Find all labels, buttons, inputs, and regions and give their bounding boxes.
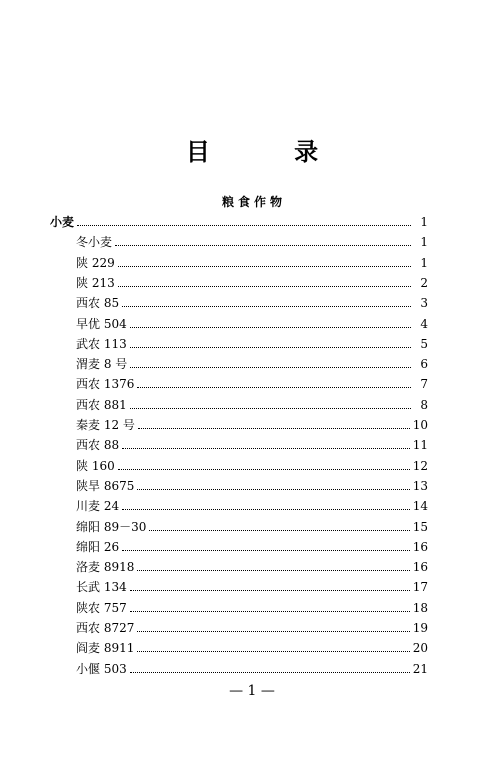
toc-entry-page: 12	[412, 458, 428, 473]
toc-entry	[76, 395, 428, 415]
dot-leader	[122, 295, 411, 307]
dot-leader	[122, 437, 410, 449]
toc-entry	[76, 557, 428, 577]
toc-entry-page: 4	[420, 316, 428, 331]
toc-entry-page: 1	[420, 215, 428, 229]
dot-leader	[137, 640, 409, 652]
toc-entry-page: 10	[412, 418, 428, 432]
toc-entry-label: 西农 881	[76, 397, 127, 412]
dot-leader	[149, 519, 409, 531]
dot-leader	[130, 356, 411, 368]
dot-leader	[130, 661, 410, 673]
toc-entry	[76, 354, 428, 374]
toc-entry	[76, 273, 428, 293]
dot-leader	[115, 234, 411, 246]
toc-entry-label: 西农 1376	[76, 377, 135, 392]
page-title: 目 录	[185, 137, 357, 166]
toc-entry-page: 21	[412, 661, 428, 676]
dot-leader	[122, 539, 410, 551]
toc-entry-page: 17	[412, 580, 428, 595]
toc-entry-label: 武农 113	[76, 336, 127, 351]
dot-leader	[138, 417, 410, 429]
toc-entry	[76, 618, 428, 638]
toc-entry-label: 陕 213	[76, 275, 115, 290]
toc-entry-page: 2	[420, 275, 428, 290]
toc-entry-label: 绵阳 89－30	[76, 519, 147, 534]
toc-entry	[76, 415, 428, 435]
page-number: — 1 —	[229, 683, 275, 699]
dot-leader	[118, 275, 411, 287]
section-heading: 粮食作物	[221, 195, 286, 209]
toc-entry-label: 陕旱 8675	[76, 478, 135, 493]
toc-entry-page: 8	[420, 397, 428, 412]
toc-entry-page: 20	[412, 641, 428, 656]
dot-leader	[118, 255, 411, 267]
toc-entry	[76, 435, 428, 455]
toc-entry	[76, 456, 428, 476]
dot-leader	[130, 579, 410, 591]
toc-entry-page: 1	[420, 235, 428, 250]
toc-entry-page: 11	[412, 438, 428, 453]
toc-entry-label: 陕农 757	[76, 600, 127, 615]
toc-entry	[76, 537, 428, 557]
toc-entry-page: 15	[412, 519, 428, 534]
toc-entry-label: 冬小麦	[76, 235, 113, 250]
toc-entry-label: 川麦 24	[76, 499, 120, 514]
dot-leader	[118, 458, 410, 470]
toc-entry-label: 小麦	[50, 215, 75, 229]
dot-leader	[137, 620, 409, 632]
toc-entry-page: 6	[420, 357, 428, 372]
toc-entry	[76, 314, 428, 334]
toc-entry-page: 1	[420, 255, 428, 270]
toc-entry	[76, 476, 428, 496]
toc-entry-label: 早优 504	[76, 316, 127, 331]
dot-leader	[130, 316, 411, 328]
toc-entry-page: 19	[412, 621, 428, 635]
toc-entry-page: 13	[412, 478, 428, 493]
dot-leader	[130, 336, 411, 348]
toc-entry	[76, 374, 428, 394]
toc-entry	[76, 334, 428, 354]
toc-entry-label: 西农 8727	[76, 621, 135, 635]
toc-entry	[76, 293, 428, 313]
dot-leader	[130, 397, 411, 409]
toc-entry-label: 绵阳 26	[76, 539, 120, 554]
toc-entry	[76, 232, 428, 252]
toc-entry	[76, 517, 428, 537]
toc-entry-page: 3	[420, 296, 428, 311]
toc-entry	[76, 598, 428, 618]
dot-leader	[137, 376, 411, 388]
dot-leader	[122, 498, 410, 510]
toc-entry-page: 16	[412, 560, 428, 575]
dot-leader	[77, 214, 411, 226]
toc-entry-label: 长武 134	[76, 580, 127, 595]
toc-entry	[76, 577, 428, 597]
toc-entry-page: 7	[420, 377, 428, 392]
toc-entry-label: 陕 229	[76, 255, 115, 270]
toc-entry-page: 18	[412, 600, 428, 615]
toc-entry-label: 小偃 503	[76, 661, 127, 676]
dot-leader	[137, 478, 409, 490]
toc-entry-label: 渭麦 8 号	[76, 357, 128, 372]
toc-entry-label: 秦麦 12 号	[76, 418, 135, 432]
toc-entry-label: 西农 85	[76, 296, 120, 311]
toc-entry-label: 阎麦 8911	[76, 641, 135, 656]
toc-entry-page: 5	[420, 336, 428, 351]
toc-entry-page: 14	[412, 499, 428, 514]
toc-entry	[76, 496, 428, 516]
toc-entry	[76, 638, 428, 658]
toc-entry	[76, 659, 428, 679]
dot-leader	[137, 559, 409, 571]
dot-leader	[130, 600, 410, 612]
toc-entry-label: 洛麦 8918	[76, 560, 135, 575]
toc-entry	[76, 253, 428, 273]
toc-entry-label: 陕 160	[76, 458, 115, 473]
toc-entry	[50, 212, 428, 232]
toc-entry-page: 16	[412, 539, 428, 554]
toc-entry-label: 西农 88	[76, 438, 120, 453]
